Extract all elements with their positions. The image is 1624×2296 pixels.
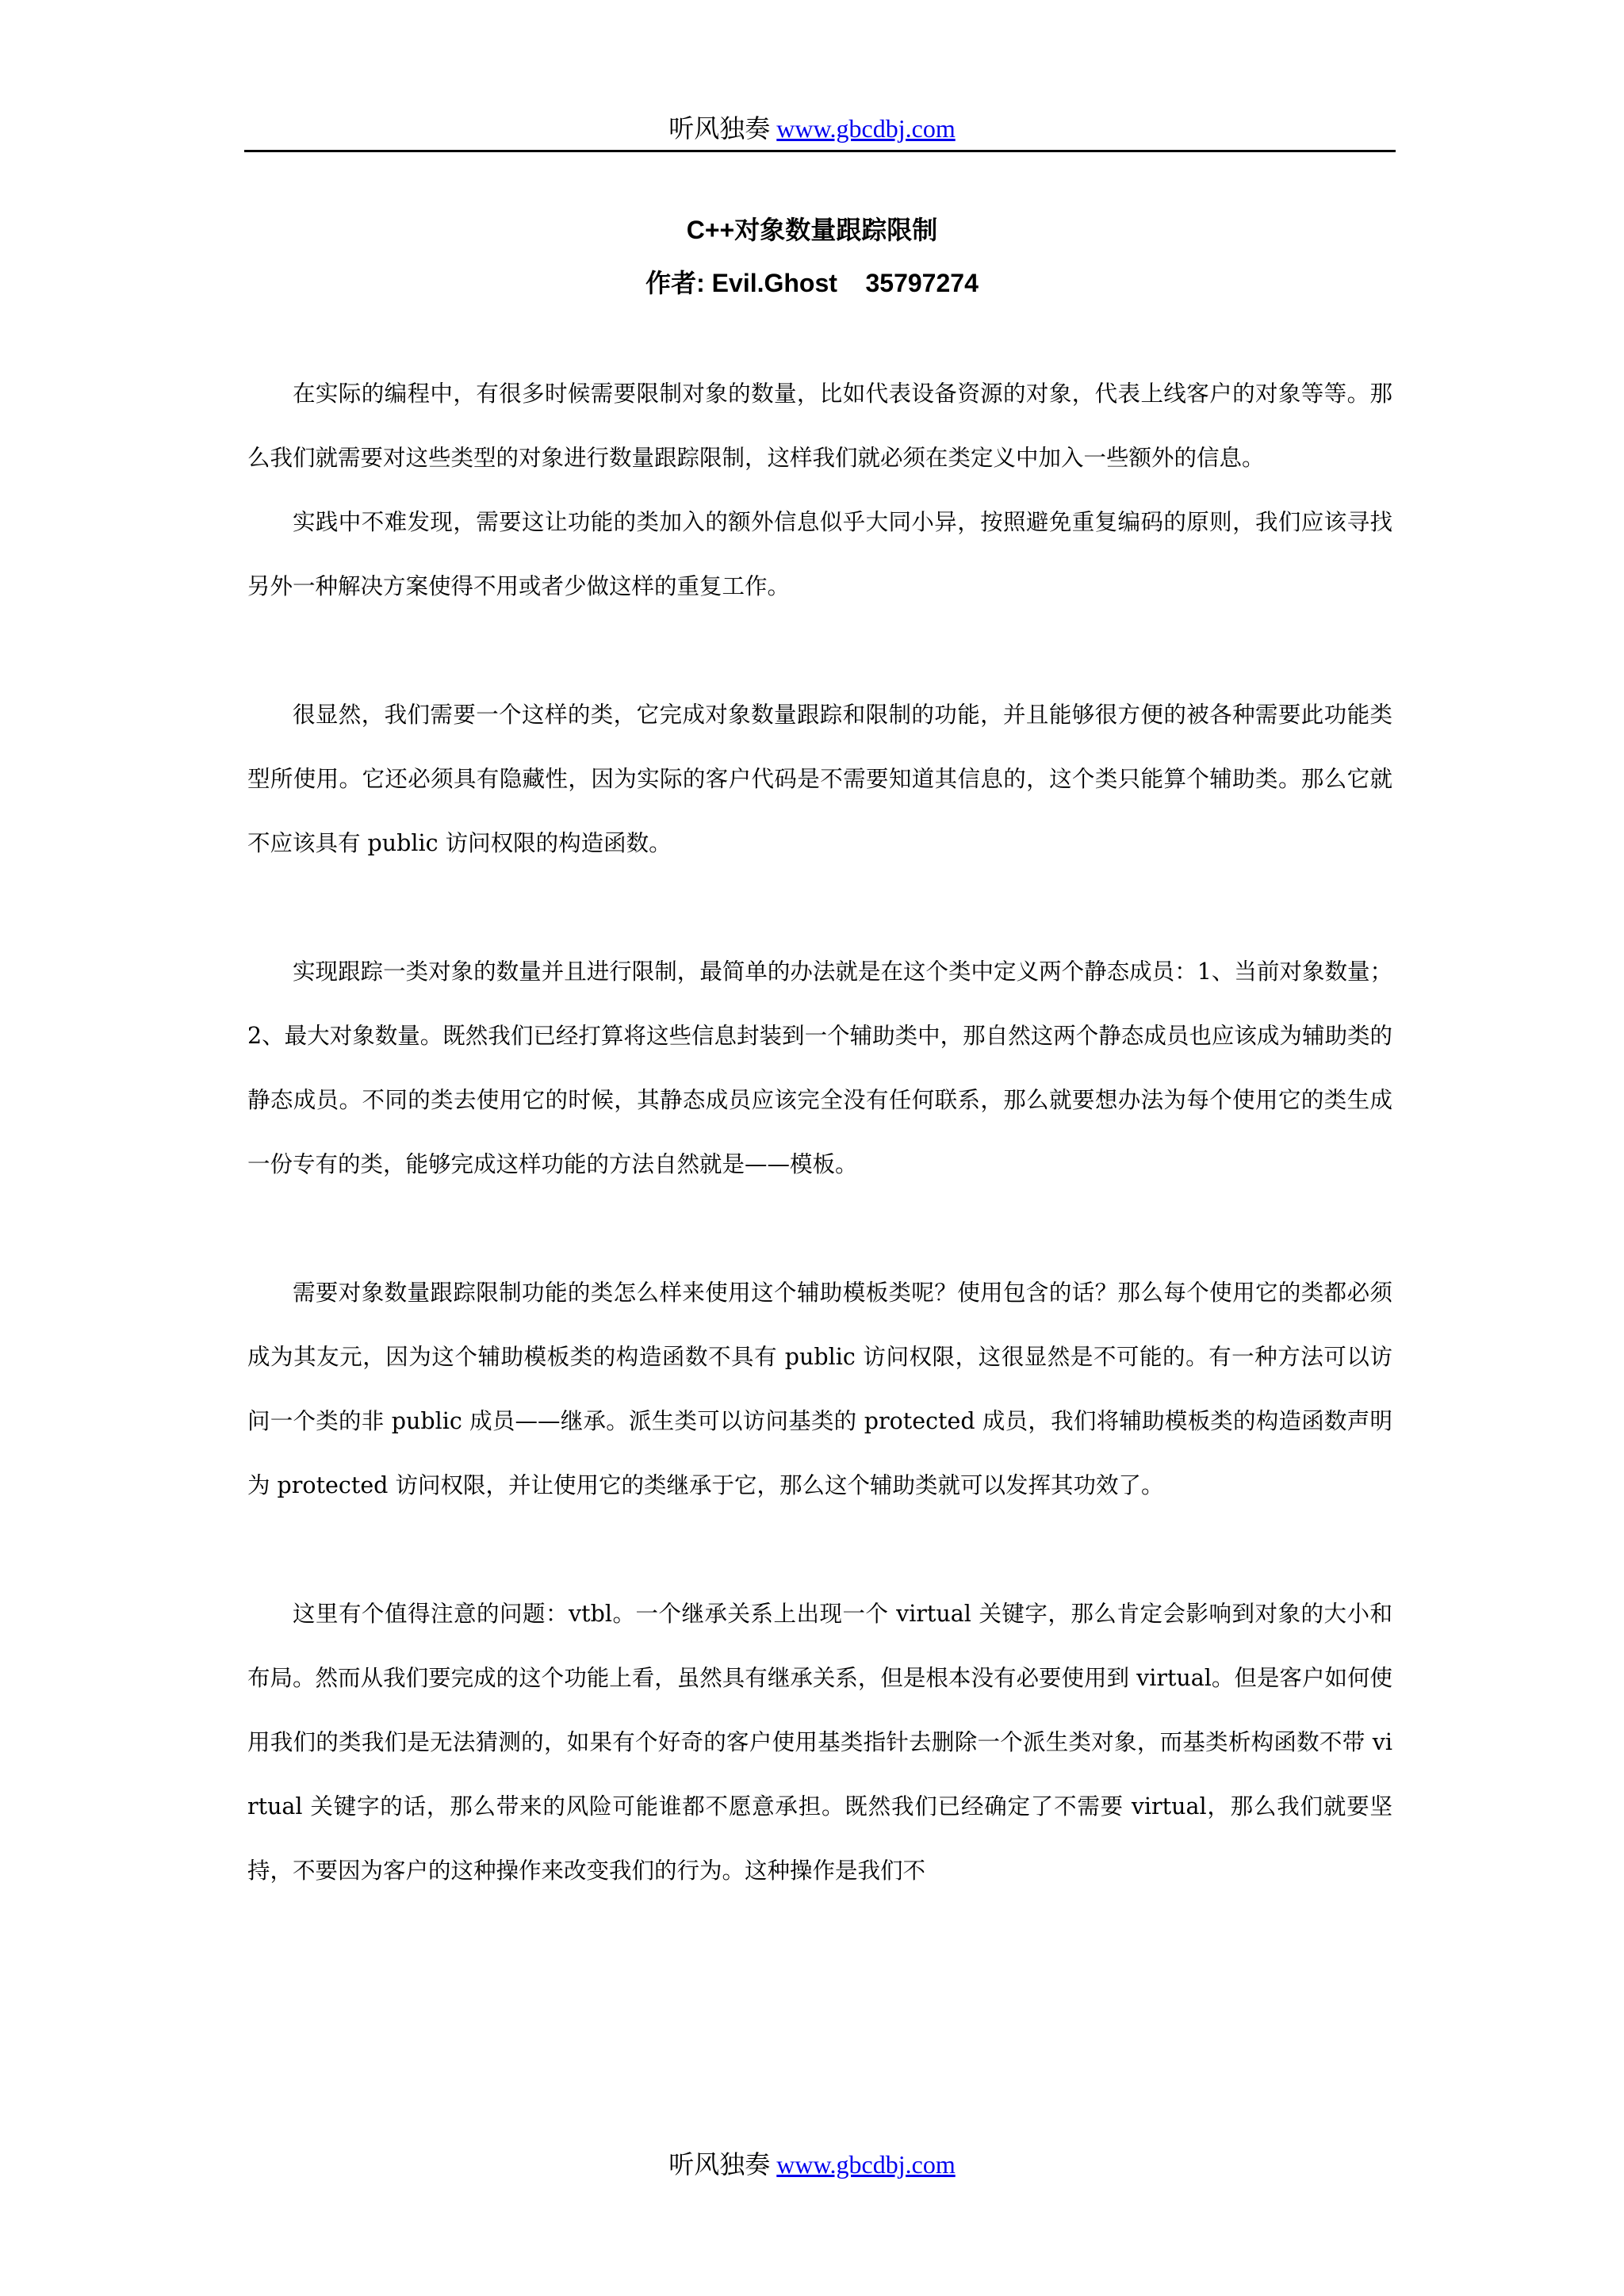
document-body — [247, 362, 1392, 1903]
paragraph-5: 需要对象数量跟踪限制功能的类怎么样来使用这个辅助模板类呢？使用包含的话？那么每个使用它的类都必须成为其友元，因为这个辅助模板类的构造函数不具有 public 访问权限，这很显然是不可能的。有一种方法可以访问一个类的非 public 成员——继承。派生类可以访问基类的 protected 成员，我们将辅助模板类的构造函数声明为 protected 访问权限，并让使用它的类继承于它，那么这个辅助类就可以发挥其功效了。 — [247, 1280, 1392, 1498]
document-title: C++对象数量跟踪限制 — [686, 216, 938, 244]
author-line: 作者: Evil.Ghost 35797274 — [645, 269, 979, 297]
header-rule — [244, 150, 1396, 152]
paragraph-2: 实践中不难发现，需要这让功能的类加入的额外信息似乎大同小异，按照避免重复编码的原则，我们应该寻找另外一种解决方案使得不用或者少做这样的重复工作。 — [247, 509, 1392, 599]
paragraph-6: 这里有个值得注意的问题：vtbl。一个继承关系上出现一个 virtual 关键字，那么肯定会影响到对象的大小和布局。然而从我们要完成的这个功能上看，虽然具有继承关系，但是根本没有必要使用到 virtual。但是客户如何使用我们的类我们是无法猜测的，如果有个好奇的客户使用基类指针去删除一个派生类对象，而基类析构函数不带 virtual 关键字的话，那么带来的风险可能谁都不愿意承担。既然我们已经确定了不需要 virtual，那么我们就要坚持，不要因为客户的这种操作来改变我们的行为。这种操作是我们不 — [247, 1601, 1392, 1884]
paragraph-gap — [247, 875, 1392, 939]
paragraph-gap — [247, 618, 1392, 683]
paragraph-gap — [247, 1517, 1392, 1582]
footer-site-link[interactable]: www.gbcdbj.com — [776, 2150, 956, 2179]
footer-site-name: 听风独奏 — [668, 2150, 771, 2179]
page-footer — [0, 2149, 1624, 2180]
paragraph-1: 在实际的编程中，有很多时候需要限制对象的数量，比如代表设备资源的对象，代表上线客户的对象等等。那么我们就需要对这些类型的对象进行数量跟踪限制，这样我们就必须在类定义中加入一些额外的信息。 — [247, 381, 1392, 471]
header-site-link[interactable]: www.gbcdbj.com — [776, 114, 956, 143]
paragraph-4: 实现跟踪一类对象的数量并且进行限制，最简单的办法就是在这个类中定义两个静态成员：1、当前对象数量；2、最大对象数量。既然我们已经打算将这些信息封装到一个辅助类中，那自然这两个静态成员也应该成为辅助类的静态成员。不同的类去使用它的时候，其静态成员应该完全没有任何联系，那么就要想办法为每个使用它的类生成一份专有的类，能够完成这样功能的方法自然就是——模板。 — [247, 959, 1392, 1177]
page-header — [0, 113, 1624, 144]
paragraph-gap — [247, 1196, 1392, 1261]
header-site-name: 听风独奏 — [668, 114, 771, 143]
paragraph-3: 很显然，我们需要一个这样的类，它完成对象数量跟踪和限制的功能，并且能够很方便的被各种需要此功能类型所使用。它还必须具有隐藏性，因为实际的客户代码是不需要知道其信息的，这个类只能算个辅助类。那么它就不应该具有 public 访问权限的构造函数。 — [247, 702, 1392, 856]
